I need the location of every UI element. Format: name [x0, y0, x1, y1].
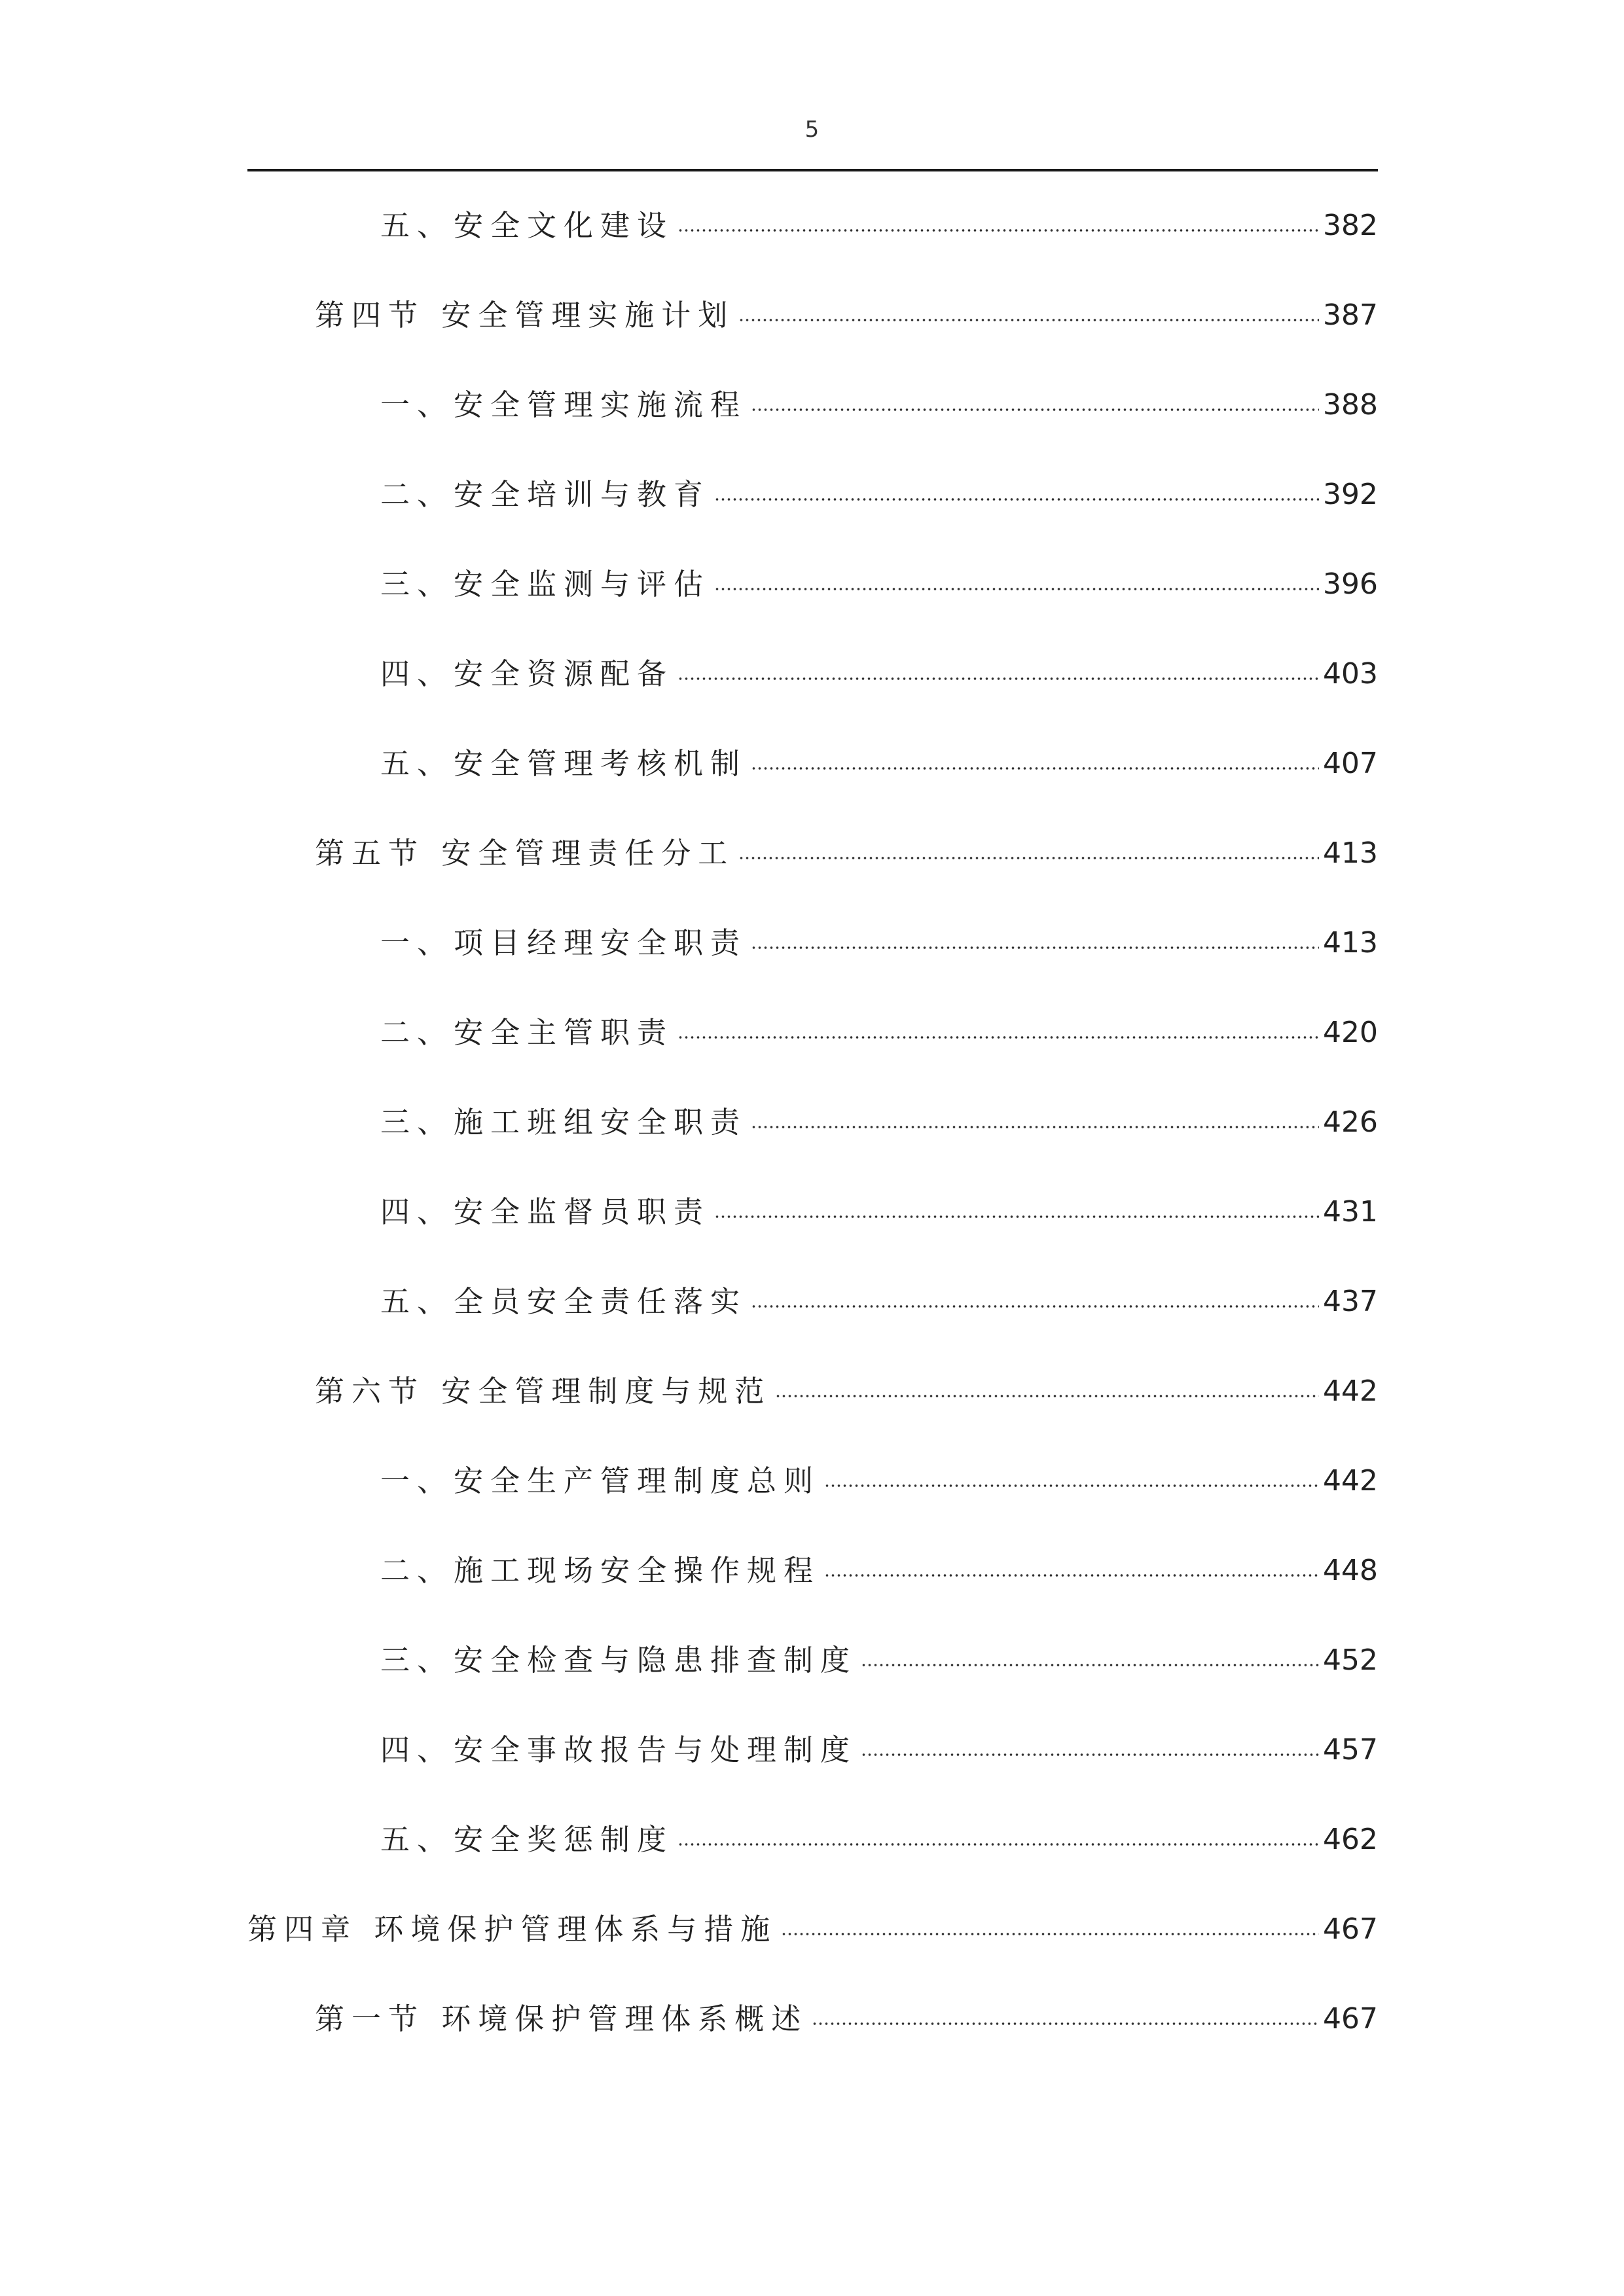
- toc-entry-title: 四、安全资源配备: [380, 656, 674, 691]
- toc-entry-page: 387: [1323, 298, 1378, 332]
- toc-entry-title: 二、安全培训与教育: [380, 477, 711, 512]
- toc-entry-page: 388: [1323, 388, 1378, 422]
- toc-dot-leader: [751, 1125, 1319, 1129]
- toc-entry-title: 三、安全检查与隐患排查制度: [380, 1643, 857, 1677]
- header-rule: [247, 169, 1378, 171]
- toc-entry-title: 五、全员安全责任落实: [380, 1284, 748, 1319]
- toc-dot-leader: [812, 2022, 1319, 2026]
- toc-dot-leader: [861, 1663, 1319, 1667]
- toc-entry-title: 第六节 安全管理制度与规范: [315, 1374, 772, 1408]
- toc-entry-page: 467: [1323, 2002, 1378, 2036]
- toc-dot-leader: [738, 856, 1319, 860]
- toc-entry-title: 一、项目经理安全职责: [380, 925, 748, 960]
- toc-entry-title: 五、安全管理考核机制: [380, 746, 748, 781]
- toc-dot-leader: [824, 1573, 1319, 1577]
- toc-entry[interactable]: [380, 914, 1378, 973]
- toc-entry[interactable]: [380, 1452, 1378, 1511]
- toc-entry-title: 第五节 安全管理责任分工: [315, 836, 735, 870]
- toc-entry-page: 403: [1323, 657, 1378, 691]
- toc-entry-page: 396: [1323, 567, 1378, 601]
- toc-entry-page: 437: [1323, 1285, 1378, 1318]
- toc-entry[interactable]: [380, 465, 1378, 524]
- toc-entry[interactable]: [380, 1093, 1378, 1152]
- toc-dot-leader: [677, 677, 1319, 681]
- toc-entry-title: 四、安全事故报告与处理制度: [380, 1732, 857, 1767]
- toc-entry-page: 442: [1323, 1464, 1378, 1498]
- toc-entry-title: 第一节 环境保护管理体系概述: [315, 2001, 808, 2036]
- toc-entry-title: 一、安全生产管理制度总则: [380, 1463, 821, 1498]
- toc-entry[interactable]: [380, 376, 1378, 435]
- toc-entry-page: 452: [1323, 1643, 1378, 1677]
- toc-dot-leader: [751, 408, 1319, 412]
- toc-entry[interactable]: [380, 645, 1378, 704]
- toc-entry-title: 二、安全主管职责: [380, 1015, 674, 1050]
- toc-entry-page: 392: [1323, 478, 1378, 511]
- toc-dot-leader: [738, 318, 1319, 322]
- toc-entry-page: 457: [1323, 1733, 1378, 1767]
- toc-entry-title: 五、安全奖惩制度: [380, 1822, 674, 1857]
- toc-entry-page: 442: [1323, 1374, 1378, 1408]
- toc-entry-page: 431: [1323, 1195, 1378, 1229]
- toc-entry[interactable]: [380, 1810, 1378, 1869]
- toc-entry-page: 420: [1323, 1016, 1378, 1049]
- toc-dot-leader: [714, 587, 1319, 591]
- toc-entry-title: 三、安全监测与评估: [380, 567, 711, 601]
- toc-entry[interactable]: [380, 1541, 1378, 1600]
- toc-entry-page: 382: [1323, 209, 1378, 242]
- toc-entry[interactable]: [380, 196, 1378, 255]
- toc-entry[interactable]: [380, 734, 1378, 793]
- toc-entry[interactable]: [380, 1721, 1378, 1780]
- toc-dot-leader: [824, 1484, 1319, 1488]
- toc-dot-leader: [714, 497, 1319, 501]
- toc-entry-page: 426: [1323, 1105, 1378, 1139]
- toc-dot-leader: [751, 766, 1319, 770]
- toc-dot-leader: [677, 228, 1319, 232]
- toc-dot-leader: [775, 1394, 1319, 1398]
- toc-entry[interactable]: [380, 1183, 1378, 1242]
- toc-dot-leader: [677, 1035, 1319, 1039]
- page-number: 5: [804, 117, 820, 143]
- toc-entry[interactable]: [247, 1900, 1378, 1959]
- toc-entry-page: 413: [1323, 926, 1378, 960]
- toc-dot-leader: [751, 946, 1319, 950]
- toc-dot-leader: [751, 1304, 1319, 1308]
- toc-entry-title: 三、施工班组安全职责: [380, 1105, 748, 1139]
- toc-entry-page: 462: [1323, 1823, 1378, 1856]
- toc-entry-title: 一、安全管理实施流程: [380, 387, 748, 422]
- toc-entry-title: 第四章 环境保护管理体系与措施: [247, 1912, 778, 1946]
- toc-entry-title: 第四节 安全管理实施计划: [315, 298, 735, 332]
- toc-entry[interactable]: [380, 1003, 1378, 1062]
- toc-entry[interactable]: [380, 555, 1378, 614]
- toc-entry-page: 467: [1323, 1912, 1378, 1946]
- toc-entry-title: 二、施工现场安全操作规程: [380, 1553, 821, 1588]
- toc-dot-leader: [781, 1932, 1319, 1936]
- toc-dot-leader: [714, 1215, 1319, 1219]
- toc-entry[interactable]: [315, 824, 1378, 883]
- toc-entry[interactable]: [315, 1362, 1378, 1421]
- toc-entry[interactable]: [315, 1990, 1378, 2049]
- toc-entry[interactable]: [380, 1631, 1378, 1690]
- toc-entry-page: 413: [1323, 836, 1378, 870]
- toc-entry[interactable]: [315, 286, 1378, 345]
- toc-dot-leader: [677, 1842, 1319, 1846]
- toc-dot-leader: [861, 1753, 1319, 1757]
- toc-entry-page: 448: [1323, 1554, 1378, 1587]
- toc-entry-title: 四、安全监督员职责: [380, 1194, 711, 1229]
- toc-entry-title: 五、安全文化建设: [380, 208, 674, 243]
- toc-entry-page: 407: [1323, 747, 1378, 780]
- toc-entry[interactable]: [380, 1272, 1378, 1331]
